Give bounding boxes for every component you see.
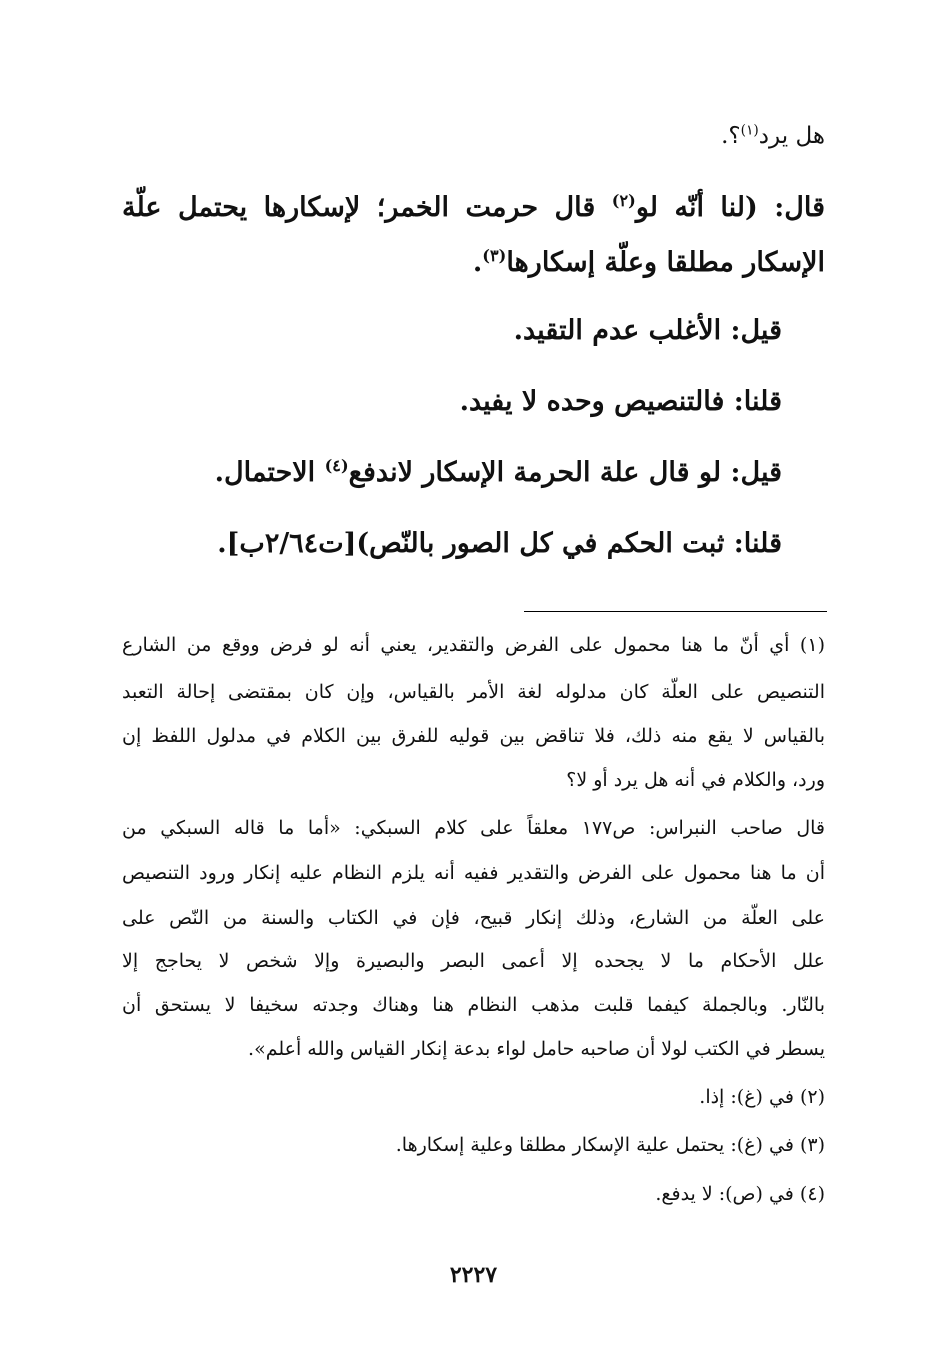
footnote-3: (٣) في (غ): يحتمل علية الإسكار مطلقا وعلية إسكارها. (395, 1134, 825, 1156)
footnote-ref-4[interactable]: (٤) (324, 456, 349, 475)
footnote-ref-2[interactable]: (٢) (611, 191, 636, 210)
footnote-1-line: التنصيص على العلّة كان مدلوله لغة الأمر بالقياس، وإن كان بمقتضى إحالة التعبد (122, 681, 825, 703)
footnote-1-line: بالقياس لا يقع منه ذلك، فلا تناقض بين قوليه للفرق بين الكلام في مدلول اللفظ إن (122, 725, 825, 747)
footnote-ref-1[interactable]: (١) (740, 122, 759, 139)
main-para1-line1: قال: (لنا أنّه لو$^{(٢)}$ قال حرمت الخمر؛ لإسكارها يحتمل علّة (122, 191, 826, 223)
footnote-1-quote-line: قال صاحب النبراس: ص١٧٧ معلقاً على كلام السبكي: «أما ما قاله السبكي من (122, 817, 825, 839)
objection-line-2: قيل: لو قال علة الحرمة الإسكار لاندفع$^{(٤)}$ الاحتمال. (214, 456, 782, 488)
footnote-1-line: ورد، والكلام في أنه هل يرد أو لا؟ (566, 769, 825, 791)
page-number: ٢٢٢٧ (449, 1262, 498, 1288)
objection-line-1: قيل: الأغلب عدم التقيد. (513, 315, 782, 346)
footnote-1-quote-line: بالنّار. وبالجملة كيفما قلبت مذهب النظام هنا وهناك وجدته سخيفا لا يستحق أن (122, 994, 825, 1016)
footnote-separator (524, 611, 827, 612)
footnote-2: (٢) في (غ): إذا. (699, 1086, 825, 1108)
reply-line-2: قلنا: ثبت الحكم في كل الصور بالنّص)[ت٢/٦٤ب]. (217, 528, 782, 559)
reply-line-1: قلنا: فالتنصيص وحده لا يفيد. (459, 386, 782, 417)
footnote-1-quote-line: على العلّة من الشارع، وذلك إنكار قبيح، فإن في الكتاب والسنة من النّص على (122, 907, 825, 929)
footnote-ref-3[interactable]: (٣) (482, 246, 507, 265)
main-para1-line2: الإسكار مطلقا وعلّة إسكارها$^{(٣)}$. (472, 246, 825, 278)
opening-line: هل يرد$^{(١)}$؟. (721, 122, 825, 149)
footnote-4: (٤) في (ص): لا يدفع. (655, 1183, 825, 1205)
footnote-1-quote-line: أن ما هنا محمول على الفرض والتقدير ففيه أنه يلزم النظام عليه إنكار ورود التنصيص (122, 862, 825, 884)
footnote-1-quote-line: يسطر في الكتب لولا أن صاحبه حامل لواء بدعة إنكار القياس والله أعلم». (248, 1038, 825, 1060)
footnote-1-line: (١) أي أنّ ما هنا محمول على الفرض والتقدير، يعني أنه لو فرض ووقع من الشارع (122, 634, 825, 656)
footnote-1-quote-line: علل الأحكام ما لا يجحده إلا أعمى البصر والبصيرة وإلا شخص لا يحاجج إلا (122, 950, 825, 972)
